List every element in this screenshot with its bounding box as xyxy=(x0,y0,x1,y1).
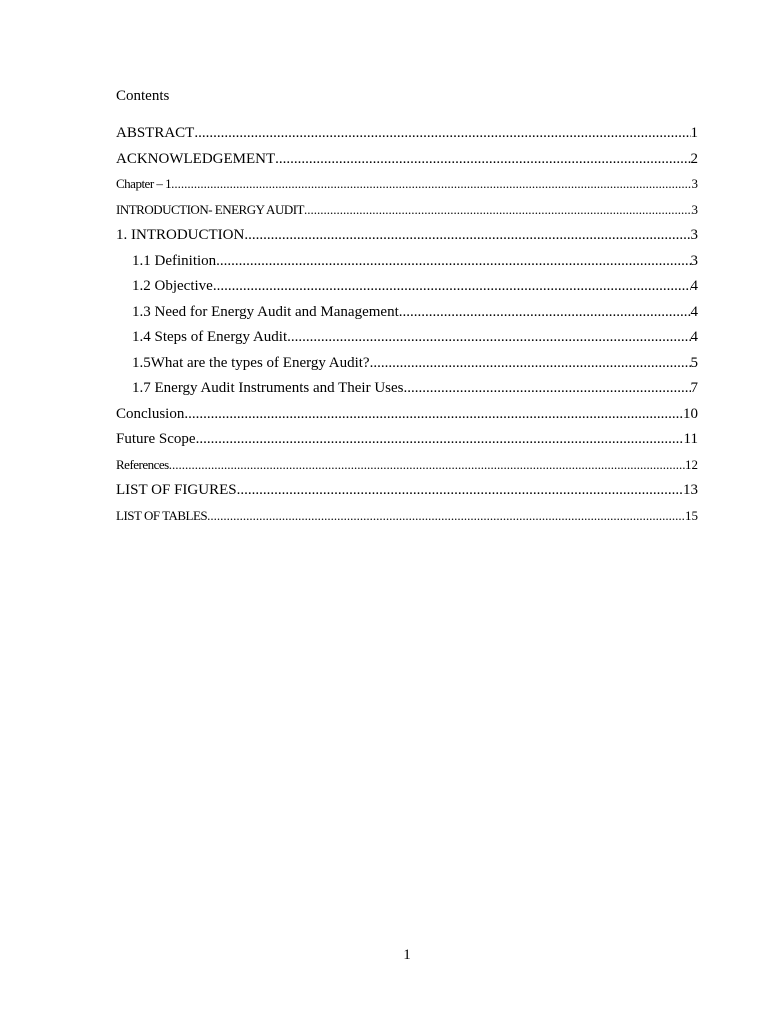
toc-entry-label: 1.5What are the types of Energy Audit? xyxy=(132,354,370,371)
toc-dot-leader xyxy=(184,404,683,424)
toc-entry-references[interactable] xyxy=(116,455,698,481)
toc-entry-page: 3 xyxy=(690,252,698,269)
toc-entry-page: 5 xyxy=(690,354,698,371)
toc-entry-need-for-energy-audit[interactable] xyxy=(116,302,698,328)
toc-dot-leader xyxy=(194,123,690,143)
toc-dot-leader xyxy=(171,174,691,194)
toc-entry-introduction[interactable] xyxy=(116,225,698,251)
toc-entry-label: Future Scope xyxy=(116,431,196,447)
toc-entry-abstract[interactable] xyxy=(116,123,698,149)
toc-entry-future-scope[interactable] xyxy=(116,429,698,455)
toc-entry-page: 3 xyxy=(690,227,698,243)
toc-entry-page: 4 xyxy=(690,329,698,345)
toc-dot-leader xyxy=(404,378,691,398)
table-of-contents xyxy=(116,123,698,531)
toc-entry-label: 1.1 Definition xyxy=(132,252,217,269)
toc-entry-label: LIST OF TABLES xyxy=(116,507,208,523)
toc-dot-leader xyxy=(370,353,691,373)
toc-entry-label: Conclusion xyxy=(116,405,185,422)
toc-entry-page: 3 xyxy=(691,176,698,191)
toc-entry-page: 4 xyxy=(690,278,698,294)
toc-entry-label: INTRODUCTION- ENERGY AUDIT xyxy=(116,201,304,217)
toc-dot-leader xyxy=(399,302,691,322)
toc-entry-label: 1.2 Objective xyxy=(132,278,213,294)
toc-entry-definition[interactable] xyxy=(116,251,698,277)
toc-entry-page: 15 xyxy=(685,507,698,523)
toc-entry-objective[interactable] xyxy=(116,276,698,302)
toc-entry-label: Chapter – 1 xyxy=(116,176,172,191)
toc-entry-page: 7 xyxy=(690,380,698,396)
toc-dot-leader xyxy=(237,480,683,500)
toc-dot-leader xyxy=(287,327,690,347)
toc-dot-leader xyxy=(169,455,685,475)
toc-entry-page: 10 xyxy=(683,405,698,422)
toc-entry-page: 2 xyxy=(690,150,698,167)
toc-entry-page: 12 xyxy=(685,456,698,472)
toc-entry-steps-of-energy-audit[interactable] xyxy=(116,327,698,353)
toc-entry-introduction-energy-audit[interactable] xyxy=(116,200,698,226)
toc-entry-types-of-energy-audit[interactable] xyxy=(116,353,698,379)
toc-dot-leader xyxy=(196,429,684,449)
toc-entry-label: 1. INTRODUCTION xyxy=(116,227,245,243)
toc-entry-label: 1.4 Steps of Energy Audit xyxy=(132,329,288,345)
toc-entry-page: 11 xyxy=(683,431,698,447)
toc-dot-leader xyxy=(207,506,685,526)
toc-entry-conclusion[interactable] xyxy=(116,404,698,430)
toc-entry-label: 1.7 Energy Audit Instruments and Their Uses xyxy=(132,380,404,396)
toc-entry-acknowledgement[interactable] xyxy=(116,149,698,175)
page-number: 1 xyxy=(403,947,411,963)
toc-dot-leader xyxy=(244,225,690,245)
toc-entry-chapter-1[interactable] xyxy=(116,174,698,200)
toc-entry-label: References xyxy=(116,456,169,472)
toc-entry-page: 3 xyxy=(691,201,698,217)
toc-entry-label: 1.3 Need for Energy Audit and Management xyxy=(132,303,399,320)
toc-entry-energy-audit-instruments[interactable] xyxy=(116,378,698,404)
toc-entry-page: 1 xyxy=(690,125,698,141)
toc-entry-label: LIST OF FIGURES xyxy=(116,482,237,498)
toc-entry-label: ABSTRACT xyxy=(116,125,195,141)
toc-entry-list-of-tables[interactable] xyxy=(116,506,698,532)
toc-entry-label: ACKNOWLEDGEMENT xyxy=(116,150,276,167)
toc-dot-leader xyxy=(275,149,690,169)
toc-dot-leader xyxy=(213,276,691,296)
toc-entry-list-of-figures[interactable] xyxy=(116,480,698,506)
toc-entry-page: 13 xyxy=(683,482,698,498)
toc-dot-leader xyxy=(216,251,690,271)
contents-heading: Contents xyxy=(116,88,170,104)
toc-dot-leader xyxy=(304,200,692,220)
toc-entry-page: 4 xyxy=(690,303,698,320)
